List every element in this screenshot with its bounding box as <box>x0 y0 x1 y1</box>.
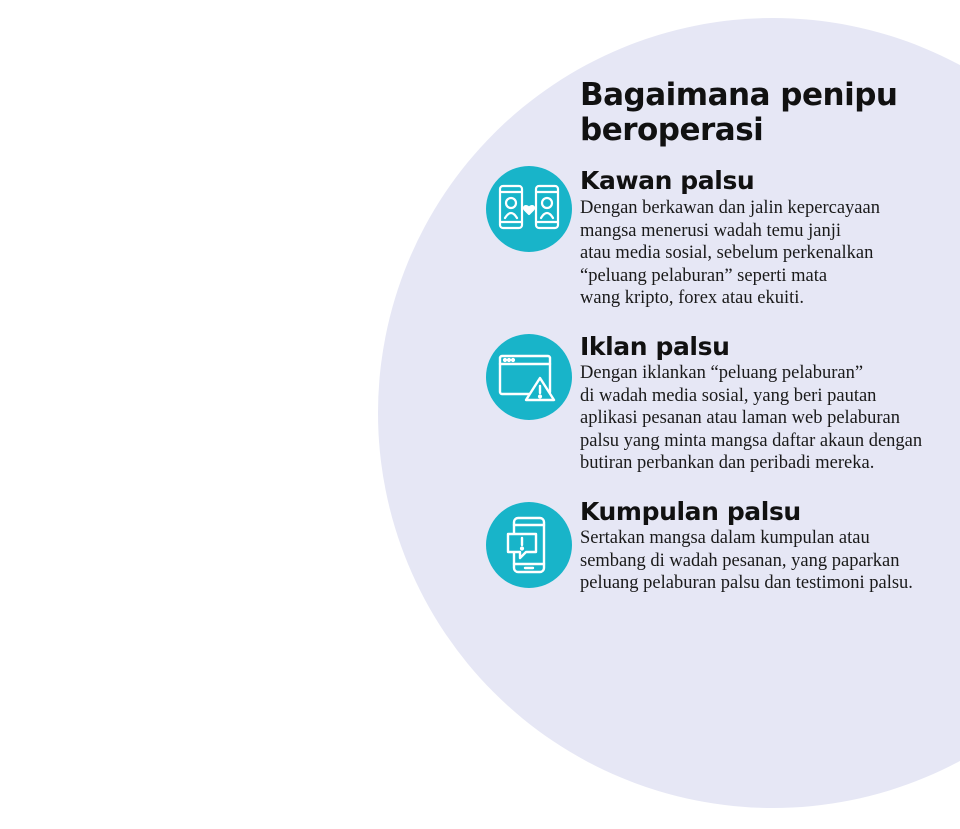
item-heading-kumpulan-palsu: Kumpulan palsu <box>580 497 801 526</box>
body-line: peluang pelaburan palsu dan testimoni palsu. <box>580 573 913 594</box>
body-line: butiran perbankan dan peribadi mereka. <box>580 453 875 474</box>
item-body-iklan-palsu <box>580 362 922 475</box>
body-line: Dengan iklankan “peluang pelaburan” <box>580 363 864 383</box>
body-line: Sertakan mangsa dalam kumpulan atau <box>580 528 870 548</box>
body-line: wang kripto, forex atau ekuiti. <box>580 288 804 309</box>
item-heading-kawan-palsu: Kawan palsu <box>580 166 755 195</box>
item-body-kumpulan-palsu <box>580 527 913 595</box>
phones-romance-icon <box>486 166 572 252</box>
title-line-2: beroperasi <box>580 112 764 148</box>
body-line: atau media sosial, sebelum perkenalkan <box>580 243 874 264</box>
body-line: mangsa menerusi wadah temu janji <box>580 220 841 241</box>
body-line: palsu yang minta mangsa daftar akaun dengan <box>580 430 923 451</box>
page-title <box>580 78 897 148</box>
body-line: aplikasi pesanan atau laman web pelaburan <box>580 408 901 429</box>
body-line: di wadah media sosial, yang beri pautan <box>580 385 877 406</box>
title-line-1: Bagaimana penipu <box>580 77 898 113</box>
item-body-kawan-palsu <box>580 197 880 310</box>
phone-chat-alert-icon <box>486 502 572 588</box>
body-line: Dengan berkawan dan jalin kepercayaan <box>580 198 880 218</box>
item-heading-iklan-palsu: Iklan palsu <box>580 332 730 361</box>
body-line: sembang di wadah pesanan, yang paparkan <box>580 550 900 571</box>
browser-warning-icon <box>486 334 572 420</box>
body-line: “peluang pelaburan” seperti mata <box>580 265 828 286</box>
